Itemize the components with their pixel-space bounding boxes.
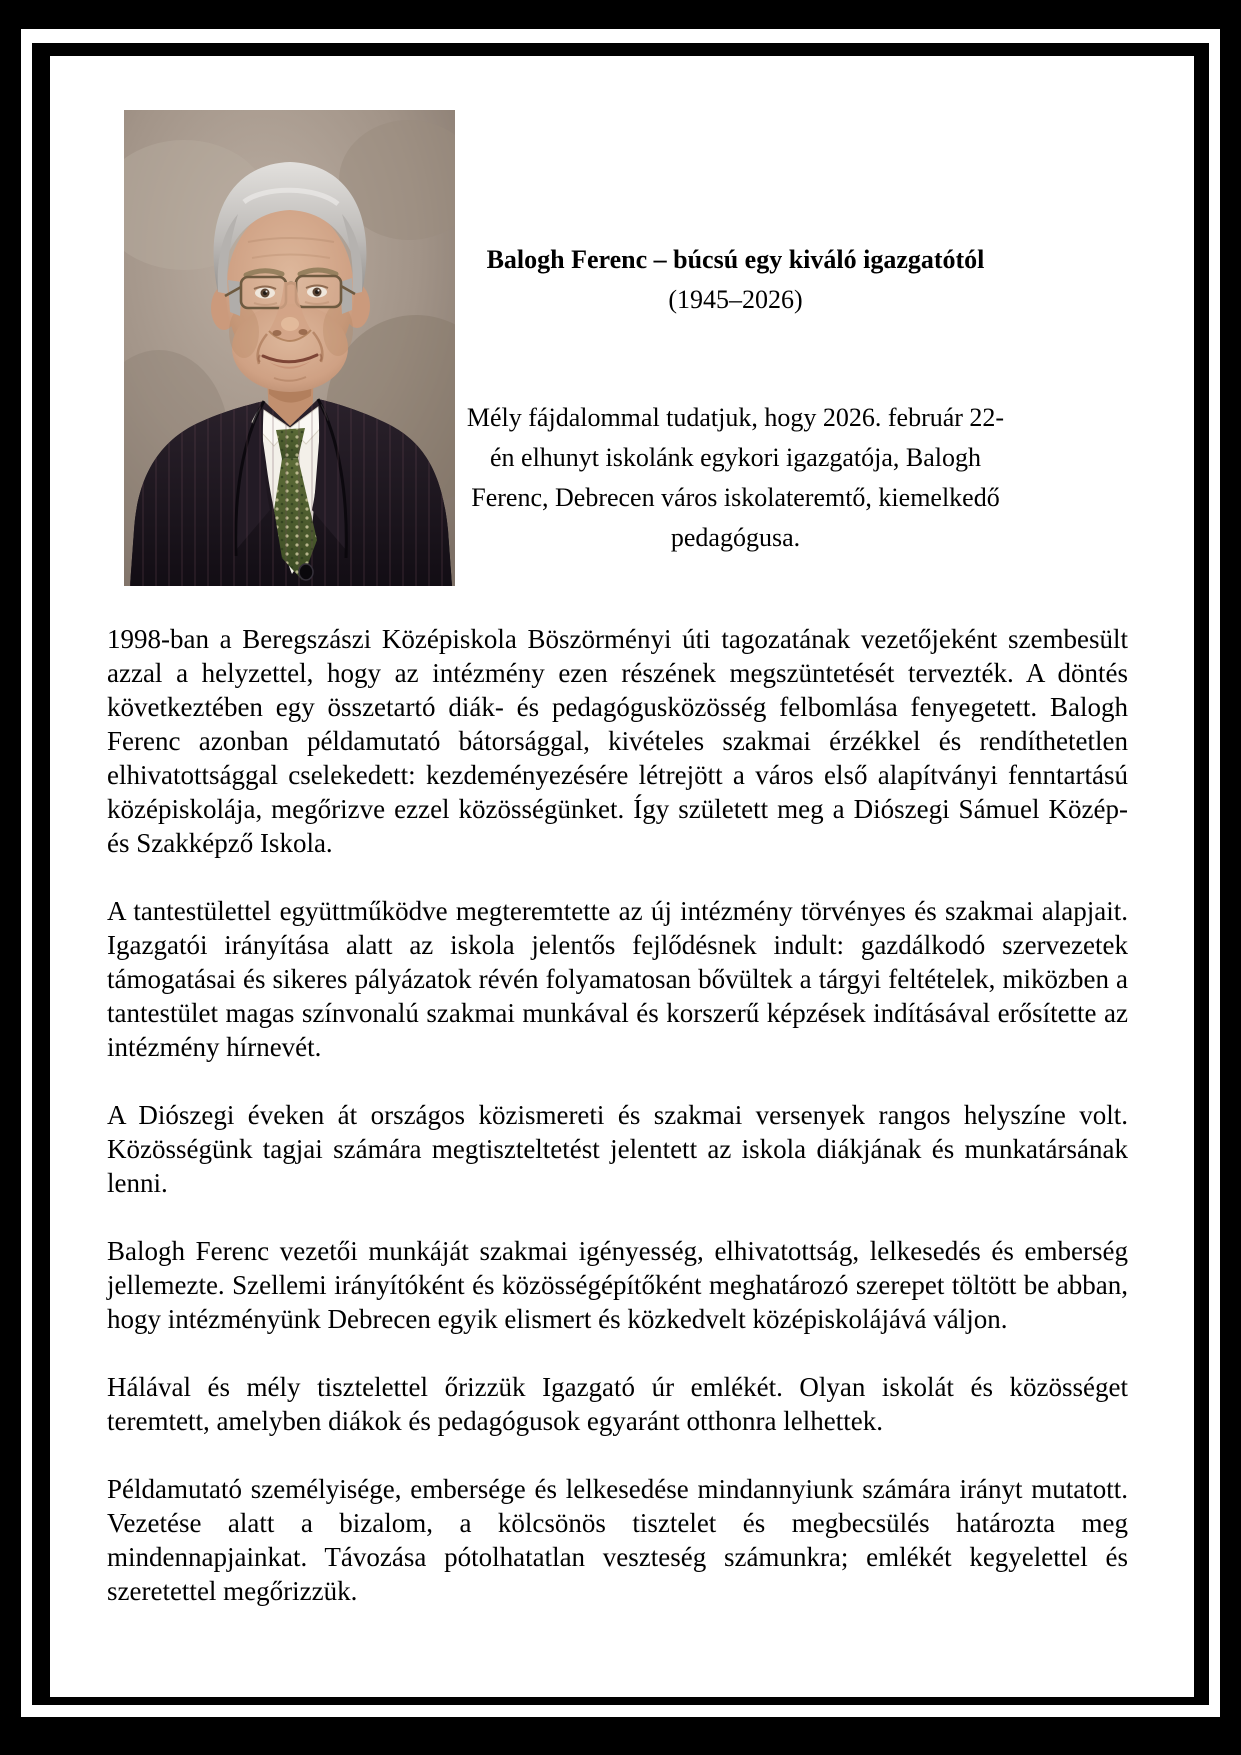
portrait-photo	[124, 110, 455, 586]
body-paragraph: 1998-ban a Beregszászi Középiskola Böszörményi úti tagozatának vezetőjeként szembesült azzal a helyzettel, hogy az intézmény ezen részének megszüntetését tervezték. A döntés következtében egy összetartó diák- és pedagógusközösség felbomlása fenyegetett. Balogh Ferenc azonban példamutató bátorsággal, kivételes szakmai érzékkel és rendíthetetlen elhivatottsággal cselekedett: kezdeményezésére létrejött a város első alapítványi fenntartású középiskolája, megőrizve ezzel közösségünket. Így született meg a Diószegi Sámuel Közép- és Szakképző Iskola.	[107, 624, 1128, 858]
life-years: (1945–2026)	[668, 285, 803, 314]
frame-white-channel	[21, 29, 1220, 1717]
document-title: Balogh Ferenc – búcsú egy kiváló igazgatótól	[486, 245, 985, 274]
body-paragraph: A Diószegi éveken át országos közismereti és szakmai versenyek rangos helyszíne volt. Közösségünk tagjai számára megtiszteltetést jelentett az iskola diákjának és munkatársának lenni.	[107, 1100, 1128, 1198]
body-paragraph: Példamutató személyisége, embersége és lelkesedése mindannyiunk számára irányt mutatott. Vezetése alatt a bizalom, a kölcsönös tisztelet és megbecsülés határozta meg mindennapjainkat. Távozása pótolhatatlan veszteség számunkra; emlékét kegyelettel és szeretettel megőrizzük.	[107, 1474, 1128, 1606]
header-section	[107, 110, 1128, 586]
portrait-photo-illustration	[124, 110, 455, 586]
body-paragraph: Balogh Ferenc vezetői munkáját szakmai igényesség, elhivatottság, lelkesedés és emberség jellemezte. Szellemi irányítóként és közösségépítőként meghatározó szerepet töltött be abban, hogy intézményünk Debrecen egyik elismert és közkedvelt középiskolájává váljon.	[107, 1236, 1128, 1334]
frame-inner-line	[32, 43, 1209, 1705]
body-paragraph: A tantestülettel együttműködve megteremtette az új intézmény törvényes és szakmai alapjait. Igazgatói irányítása alatt az iskola jelentős fejlődésnek indult: gazdálkodó szervezetek támogatásai és sikeres pályázatok révén folyamatosan bővültek a tárgyi feltételek, miközben a tantestület magas színvonalú szakmai munkával és korszerű képzések indításával erősítette az intézmény hírnevét.	[107, 896, 1128, 1062]
intro-paragraph: Mély fájdalommal tudatjuk, hogy 2026. február 22-én elhunyt iskolánk egykori igazgatója, Balogh Ferenc, Debrecen város iskolateremtő, kiemelkedő pedagógusa.	[466, 403, 1005, 552]
header-text-block	[455, 110, 1128, 558]
memorial-page	[50, 56, 1194, 1608]
body-paragraph: Hálával és mély tisztelettel őrizzük Igazgató úr emlékét. Olyan iskolát és közösséget teremtett, amelyben diákok és pedagógusok egyaránt otthonra lelhettek.	[107, 1372, 1128, 1436]
body-section	[107, 622, 1128, 1608]
